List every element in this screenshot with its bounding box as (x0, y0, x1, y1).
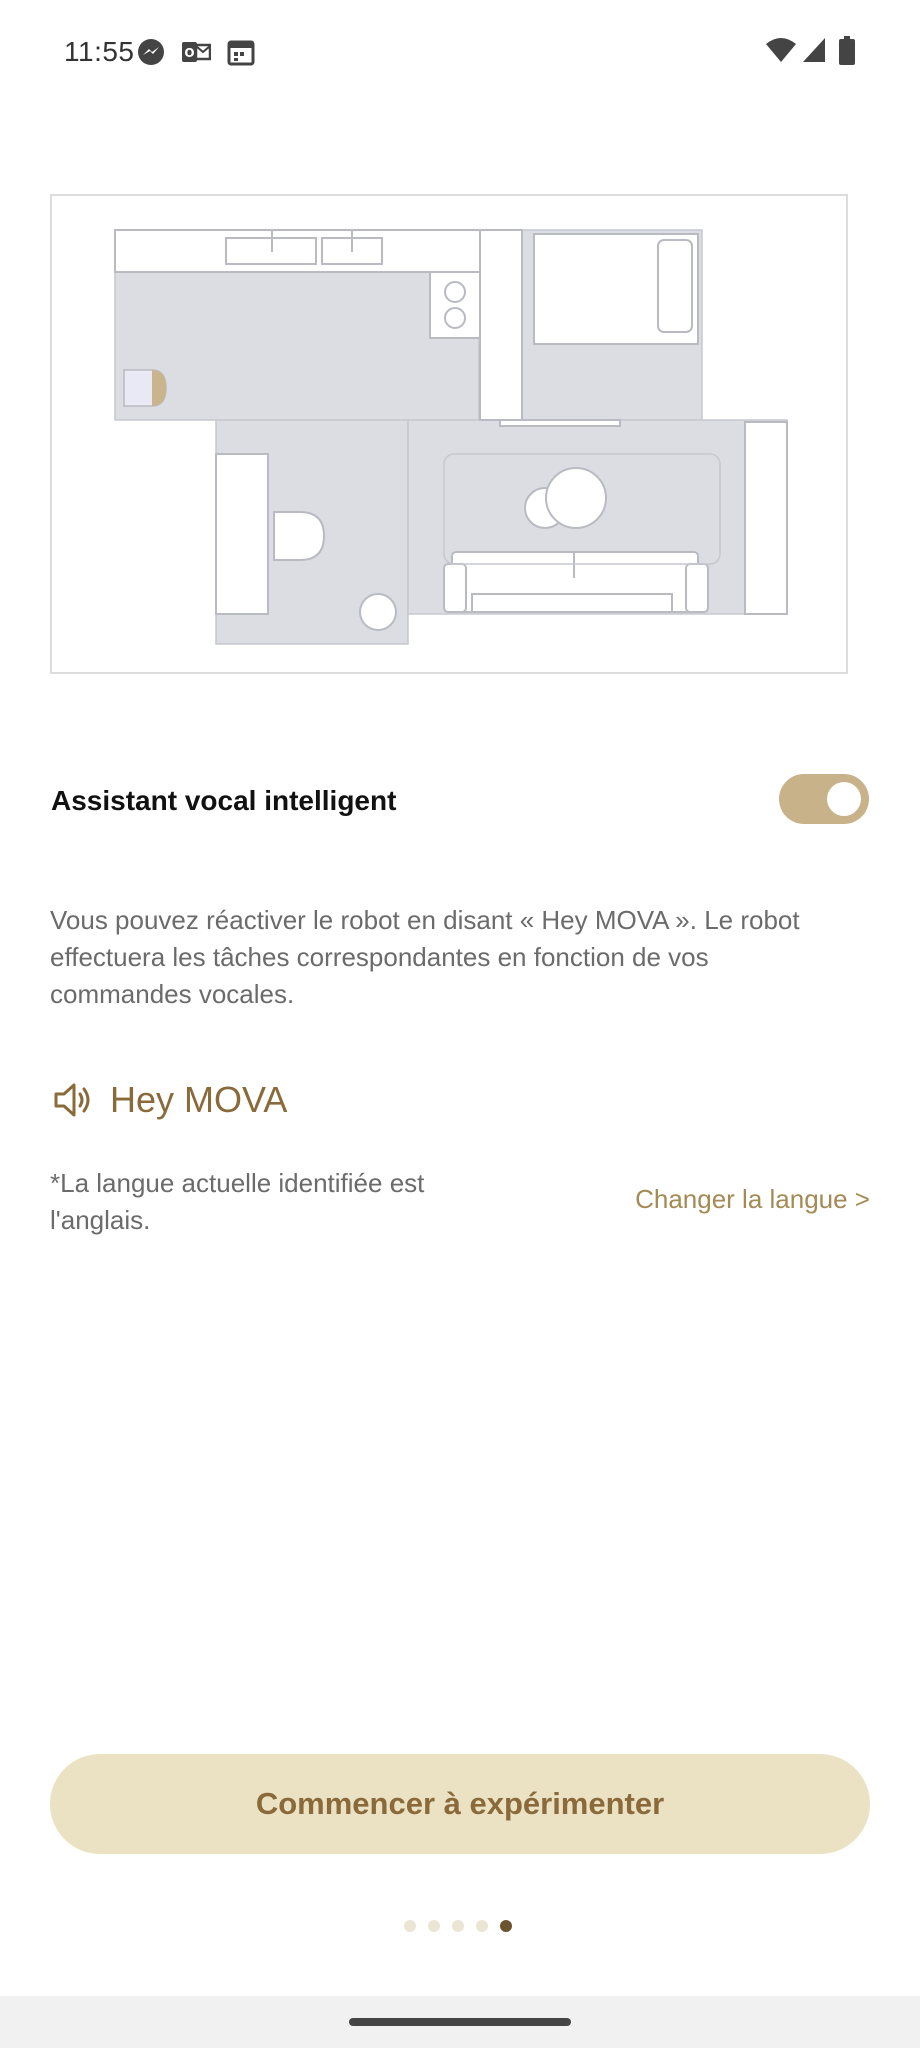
floor-plan-illustration (50, 194, 848, 674)
wake-word-row[interactable] (52, 1076, 287, 1124)
change-language-link[interactable]: Changer la langue > (635, 1184, 870, 1214)
calendar-icon (227, 38, 255, 66)
speaker-icon (52, 1079, 94, 1121)
toggle-knob (827, 782, 861, 816)
page-indicator (404, 1920, 512, 1932)
page-dot (428, 1920, 440, 1932)
system-nav-bar (0, 1996, 920, 2048)
status-time: 11:55 (64, 36, 135, 67)
page-dot-active (500, 1920, 512, 1932)
messenger-icon (137, 38, 165, 66)
voice-assistant-toggle[interactable] (779, 774, 869, 824)
battery-icon (838, 36, 856, 66)
outlook-icon (181, 38, 211, 66)
start-experience-button[interactable] (50, 1754, 870, 1854)
voice-assistant-description: Vous pouvez réactiver le robot en disant « Hey MOVA ». Le robot effectuera les tâches correspondantes en fonction de vos commandes vocales. (50, 905, 800, 1009)
page-dot (452, 1920, 464, 1932)
page-dot (404, 1920, 416, 1932)
status-bar (0, 0, 920, 106)
home-gesture-handle[interactable] (349, 2018, 571, 2026)
wifi-icon (765, 36, 797, 64)
signal-icon (801, 36, 827, 64)
wake-word-label: Hey MOVA (110, 1079, 288, 1120)
svg-text:O: O (184, 46, 195, 60)
voice-assistant-title: Assistant vocal intelligent (51, 785, 397, 816)
language-note: *La langue actuelle identifiée est l'anglais. (50, 1168, 425, 1235)
start-experience-label: Commencer à expérimenter (255, 1786, 665, 1821)
page-dot (476, 1920, 488, 1932)
floor-plan-svg (52, 196, 850, 676)
